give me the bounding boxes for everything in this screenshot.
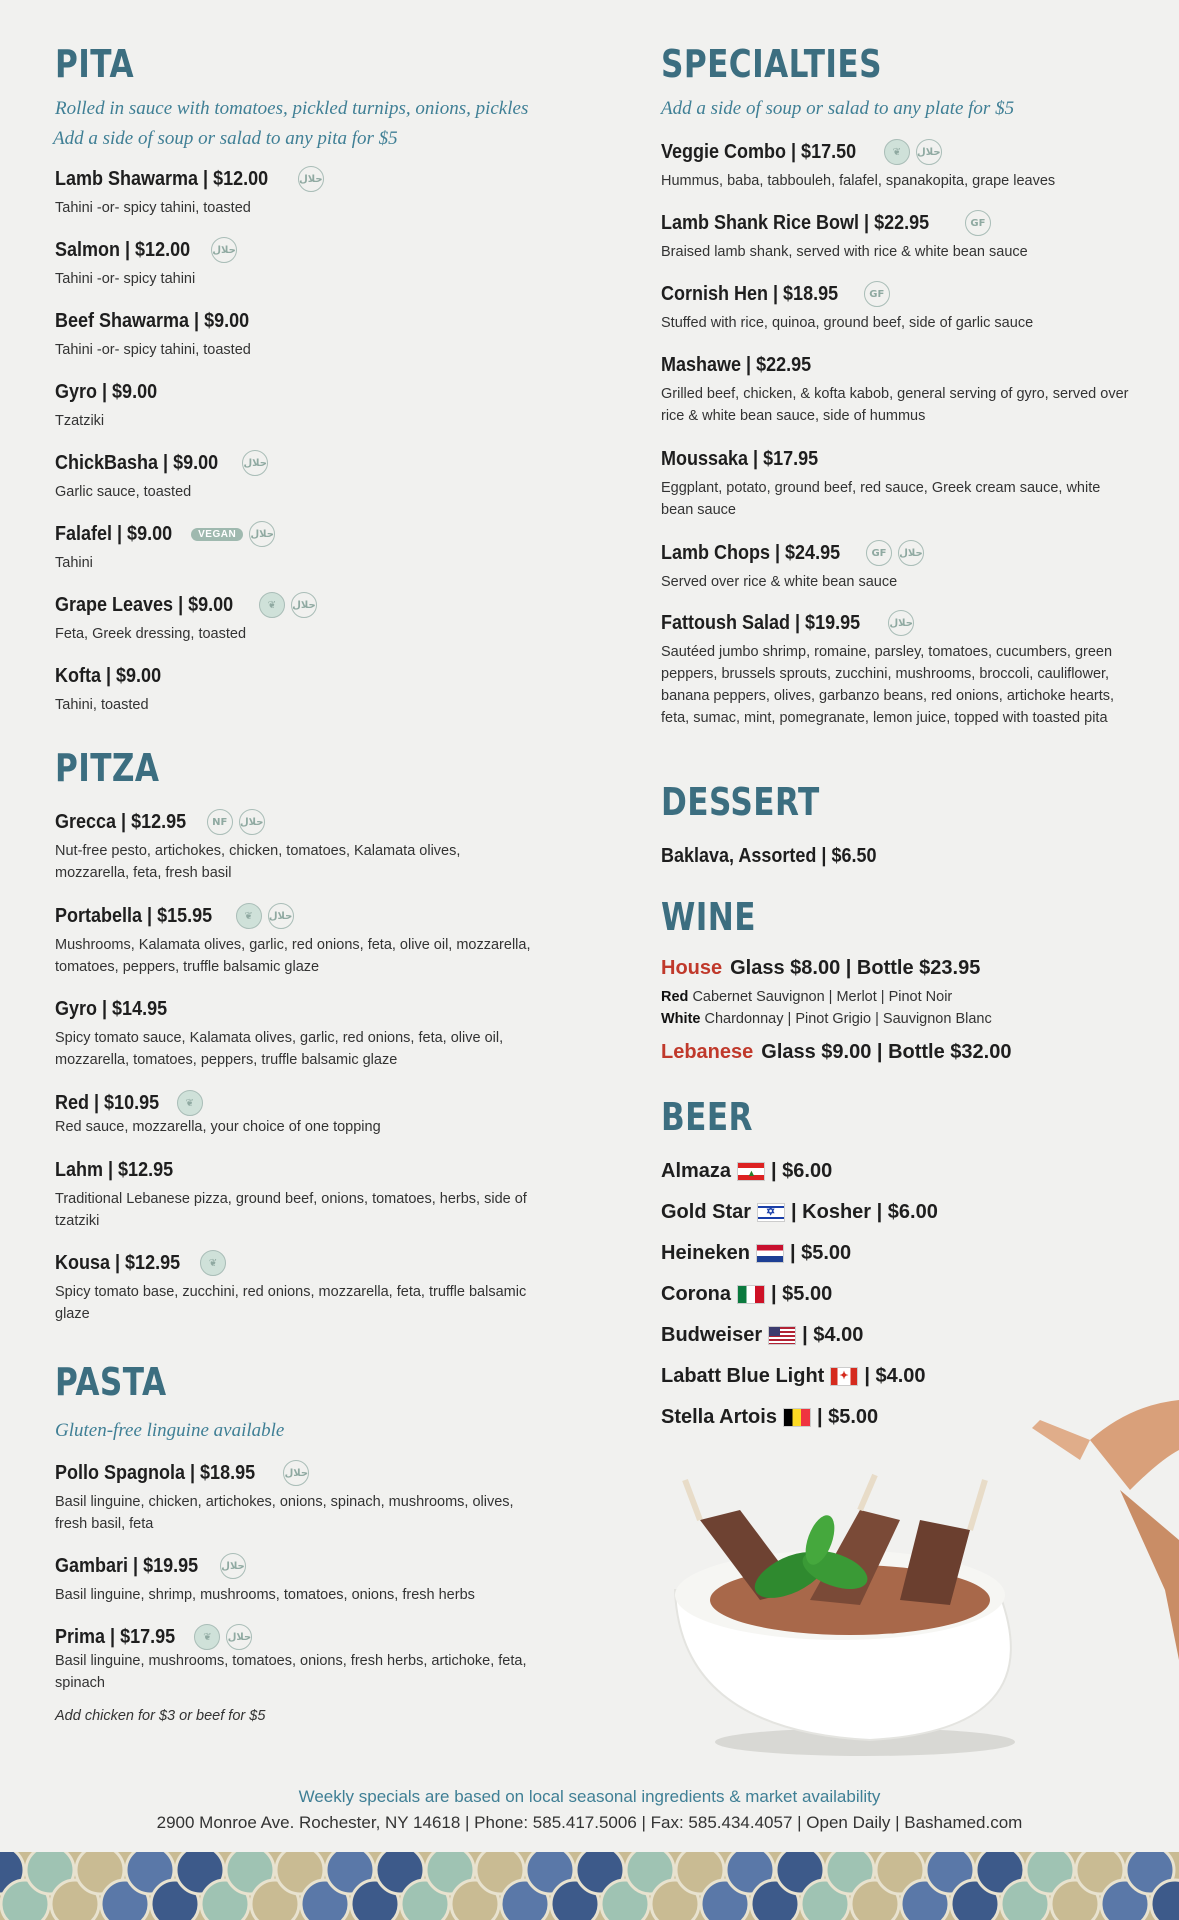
item-desc: Tahini -or- spicy tahini <box>55 271 196 287</box>
item-desc: Tzatziki <box>55 413 105 429</box>
menu-item-veggie-combo <box>661 139 1131 192</box>
vegan-badge: VEGAN <box>191 528 243 541</box>
menu-item-lahm <box>55 1157 535 1232</box>
wine-house-row <box>661 957 980 980</box>
item-desc: Red sauce, mozzarella, your choice of one topping <box>55 1119 381 1135</box>
forearm <box>1120 1490 1179 1660</box>
beer-heading: BEER <box>661 1095 753 1139</box>
item-name: Beef Shawarma | $9.00 <box>55 309 250 332</box>
item-desc: Stuffed with rice, quinoa, ground beef, side of garlic sauce <box>661 315 1034 331</box>
item-name: ChickBasha | $9.00 <box>55 451 219 474</box>
item-desc: Sautéed jumbo shrimp, romaine, parsley, tomatoes, cucumbers, green peppers, brussels sprouts, zucchini, mushrooms, broccoli, cauliflower, banana peppers, olives, garbanzo beans, red onions, artichoke hearts, feta, sumac, mint, pomegranate, lemon juice, topped with toasted pita <box>661 644 1115 726</box>
pita-heading: PITA <box>55 42 135 86</box>
vegetarian-leaf-icon: ❦ <box>200 1250 226 1276</box>
item-desc: Feta, Greek dressing, toasted <box>55 626 247 642</box>
item-desc: Spicy tomato sauce, Kalamata olives, garlic, red onions, feta, olive oil, mozzarella, tomatoes, peppers, truffle balsamic glaze <box>55 1030 504 1068</box>
pasta-addon-note: Add chicken for $3 or beef for $5 <box>55 1708 266 1724</box>
item-name: Lamb Shawarma | $12.00 <box>55 167 269 190</box>
beer-price: | $5.00 <box>816 1406 879 1428</box>
footer-address: 2900 Monroe Ave. Rochester, NY 14618 | Phone: 585.417.5006 | Fax: 585.434.4057 | Open Daily | Bashamed.com <box>156 1813 1023 1832</box>
halal-icon: حلال <box>220 1553 246 1579</box>
dessert-heading: DESSERT <box>661 780 820 824</box>
wine-heading: WINE <box>661 895 756 939</box>
beer-price: | $4.00 <box>802 1324 864 1346</box>
hand-arm <box>1090 1400 1179 1490</box>
item-desc: Basil linguine, chicken, artichokes, onions, spinach, mushrooms, olives, fresh basil, feta <box>55 1494 514 1532</box>
pita-note: Rolled in sauce with tomatoes, pickled turnips, onions, pickles <box>55 98 529 119</box>
halal-icon: حلال <box>898 540 924 566</box>
item-desc: Braised lamb shank, served with rice & white bean sauce <box>661 244 1028 260</box>
item-desc: Basil linguine, shrimp, mushrooms, tomatoes, onions, fresh herbs <box>55 1587 475 1603</box>
wine-white-row <box>661 1011 992 1027</box>
item-name: Gyro | $14.95 <box>55 997 168 1020</box>
menu-item-baklava <box>661 843 1131 869</box>
menu-item-red <box>55 1090 535 1138</box>
beer-name: Heineken <box>661 1242 750 1264</box>
beer-name: Budweiser <box>661 1324 763 1346</box>
halal-icon: حلال <box>242 450 268 476</box>
menu-item-pollo-spagnola <box>55 1460 535 1535</box>
wine-house-price: Glass $8.00 | Bottle $23.95 <box>730 957 981 979</box>
item-desc: Grilled beef, chicken, & kofta kabob, general serving of gyro, served over rice & white bean sauce, side of hummus <box>661 386 1129 424</box>
halal-icon: حلال <box>291 592 317 618</box>
item-name: Salmon | $12.00 <box>55 238 191 261</box>
nut-free-icon: NF <box>207 809 233 835</box>
item-desc: Nut-free pesto, artichokes, chicken, tomatoes, Kalamata olives, mozzarella, feta, fresh basil <box>55 843 461 881</box>
menu-item-beef-shawarma <box>55 308 535 361</box>
item-name: Kofta | $9.00 <box>55 664 162 687</box>
halal-icon: حلال <box>226 1624 252 1650</box>
menu-item-lamb-shank <box>661 210 1131 263</box>
wine-red-list: Cabernet Sauvignon | Merlot | Pinot Noir <box>692 989 953 1005</box>
beer-price: | $6.00 <box>771 1160 833 1182</box>
beer-item-heineken <box>661 1242 851 1265</box>
item-desc: Eggplant, potato, ground beef, red sauce, Greek cream sauce, white bean sauce <box>661 480 1101 518</box>
vegetarian-leaf-icon: ❦ <box>236 903 262 929</box>
beer-price: | $4.00 <box>864 1365 926 1387</box>
chop-bone <box>970 1480 985 1530</box>
menu-item-portabella <box>55 903 535 978</box>
menu-item-lamb-chops <box>661 540 1131 593</box>
vegetarian-leaf-icon: ❦ <box>194 1624 220 1650</box>
beer-price: | $5.00 <box>771 1283 833 1305</box>
beer-item-budweiser <box>661 1324 863 1347</box>
menu-item-falafel <box>55 521 535 574</box>
item-desc: Spicy tomato base, zucchini, red onions, mozzarella, feta, truffle balsamic glaze <box>55 1284 527 1322</box>
finger <box>1032 1420 1090 1460</box>
item-name: Mashawe | $22.95 <box>661 353 812 376</box>
gluten-free-icon: GF <box>965 210 991 236</box>
pita-soup-note: Add a side of soup or salad to any pita for $5 <box>53 128 398 149</box>
specialties-heading: SPECIALTIES <box>661 42 882 86</box>
pitza-heading: PITZA <box>55 746 160 790</box>
beer-price: | $5.00 <box>789 1242 852 1264</box>
beer-item-corona <box>661 1283 832 1306</box>
halal-icon: حلال <box>888 610 914 636</box>
beer-name: Gold Star <box>661 1201 752 1223</box>
menu-item-grecca <box>55 809 535 884</box>
beer-name: Corona <box>661 1283 731 1305</box>
menu-item-chickbasha <box>55 450 535 503</box>
item-name: Moussaka | $17.95 <box>661 447 819 470</box>
tile-pattern <box>0 1852 1179 1920</box>
item-name: Gyro | $9.00 <box>55 380 158 403</box>
menu-item-cornish-hen <box>661 281 1131 334</box>
menu-item-salmon <box>55 237 535 290</box>
wine-white-label: White <box>661 1011 701 1027</box>
beer-item-gold-star <box>661 1201 938 1224</box>
netherlands-flag-icon <box>756 1244 784 1263</box>
item-desc: Hummus, baba, tabbouleh, falafel, spanakopita, grape leaves <box>661 173 1056 189</box>
chop-bone <box>860 1475 875 1510</box>
menu-item-gyro <box>55 379 535 432</box>
item-name: Prima | $17.95 <box>55 1625 176 1648</box>
lamb-chops-bowl-photo <box>660 1400 1179 1760</box>
menu-item-lamb-shawarma <box>55 166 535 219</box>
wine-lebanese-label: Lebanese <box>661 1041 754 1063</box>
item-name: Baklava, Assorted | $6.50 <box>661 844 877 867</box>
menu-item-gyro-pitza <box>55 996 535 1071</box>
footer-note: Weekly specials are based on local seasonal ingredients & market availability <box>298 1787 881 1806</box>
item-name: Portabella | $15.95 <box>55 904 213 927</box>
beer-name: Stella Artois <box>661 1406 777 1428</box>
menu-item-gambari <box>55 1553 535 1606</box>
halal-icon: حلال <box>916 139 942 165</box>
halal-icon: حلال <box>249 521 275 547</box>
menu-item-grape-leaves <box>55 592 535 645</box>
lebanon-flag-icon: ▲ <box>737 1162 765 1181</box>
item-desc: Garlic sauce, toasted <box>55 484 192 500</box>
vegetarian-leaf-icon: ❦ <box>884 139 910 165</box>
item-desc: Tahini, toasted <box>55 697 149 713</box>
mexico-flag-icon <box>737 1285 765 1304</box>
item-desc: Tahini <box>55 555 93 571</box>
item-name: Veggie Combo | $17.50 <box>661 140 857 163</box>
item-name: Fattoush Salad | $19.95 <box>661 611 861 634</box>
vegetarian-leaf-icon: ❦ <box>259 592 285 618</box>
beer-name: Almaza <box>661 1160 732 1182</box>
halal-icon: حلال <box>239 809 265 835</box>
menu-item-prima <box>55 1624 535 1694</box>
wine-lebanese-row <box>661 1041 1011 1064</box>
gluten-free-icon: GF <box>864 281 890 307</box>
menu-item-kousa <box>55 1250 535 1325</box>
wine-red-label: Red <box>661 989 689 1005</box>
vegetarian-leaf-icon: ❦ <box>177 1090 203 1116</box>
item-name: Pollo Spagnola | $18.95 <box>55 1461 256 1484</box>
menu-item-moussaka <box>661 446 1131 521</box>
halal-icon: حلال <box>298 166 324 192</box>
item-desc: Traditional Lebanese pizza, ground beef, onions, tomatoes, herbs, side of tzatziki <box>55 1191 527 1229</box>
halal-icon: حلال <box>268 903 294 929</box>
item-name: Lamb Shank Rice Bowl | $22.95 <box>661 211 930 234</box>
item-desc: Tahini -or- spicy tahini, toasted <box>55 342 251 358</box>
pasta-heading: PASTA <box>55 1360 167 1404</box>
israel-flag-icon: ✡ <box>757 1203 785 1222</box>
specialties-note: Add a side of soup or salad to any plate for $5 <box>661 98 1015 119</box>
halal-icon: حلال <box>211 237 237 263</box>
usa-flag-icon <box>768 1326 796 1345</box>
wine-house-label: House <box>661 957 723 979</box>
beer-price: | Kosher | $6.00 <box>791 1201 938 1223</box>
item-desc: Served over rice & white bean sauce <box>661 574 898 590</box>
gluten-free-icon: GF <box>866 540 892 566</box>
item-name: Lamb Chops | $24.95 <box>661 541 841 564</box>
beer-name: Labatt Blue Light <box>661 1365 825 1387</box>
menu-item-fattoush-salad <box>661 610 1131 729</box>
item-name: Red | $10.95 <box>55 1091 160 1114</box>
wine-red-row <box>661 989 952 1005</box>
pasta-note: Gluten-free linguine available <box>55 1420 285 1441</box>
canada-flag-icon: ✦ <box>830 1367 858 1386</box>
chop-bone <box>685 1480 700 1520</box>
item-name: Falafel | $9.00 <box>55 522 173 545</box>
halal-icon: حلال <box>283 1460 309 1486</box>
item-desc: Tahini -or- spicy tahini, toasted <box>55 200 251 216</box>
item-name: Kousa | $12.95 <box>55 1251 181 1274</box>
wine-lebanese-price: Glass $9.00 | Bottle $32.00 <box>761 1041 1012 1063</box>
menu-item-kofta <box>55 663 535 716</box>
item-name: Grape Leaves | $9.00 <box>55 593 234 616</box>
item-desc: Basil linguine, mushrooms, tomatoes, onions, fresh herbs, artichoke, feta, spinach <box>55 1653 527 1691</box>
item-name: Cornish Hen | $18.95 <box>661 282 839 305</box>
wine-white-list: Chardonnay | Pinot Grigio | Sauvignon Blanc <box>704 1011 992 1027</box>
item-name: Gambari | $19.95 <box>55 1554 199 1577</box>
beer-item-labatt <box>661 1365 926 1388</box>
beer-item-almaza <box>661 1160 832 1183</box>
item-name: Grecca | $12.95 <box>55 810 187 833</box>
item-name: Lahm | $12.95 <box>55 1158 174 1181</box>
item-desc: Mushrooms, Kalamata olives, garlic, red onions, feta, olive oil, mozzarella, tomatoes, peppers, truffle balsamic glaze <box>55 937 531 975</box>
menu-item-mashawe <box>661 352 1131 427</box>
